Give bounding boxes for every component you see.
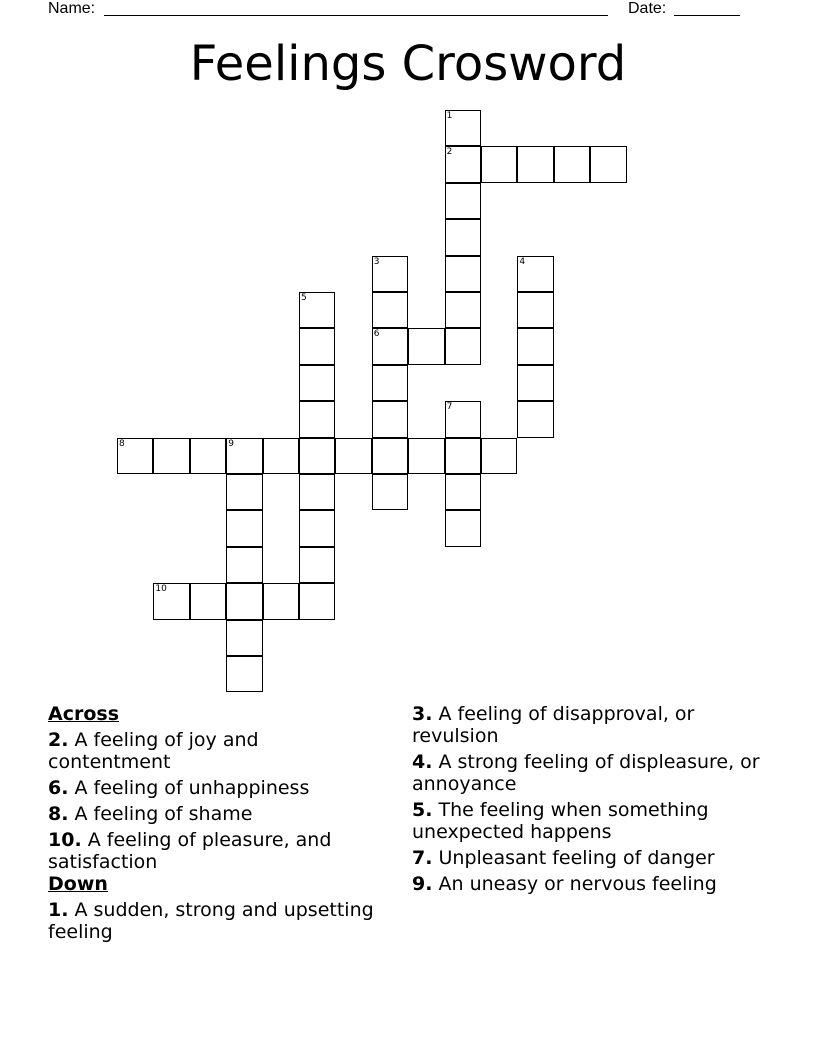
clue-across-2	[48, 729, 378, 773]
crossword-cell[interactable]	[299, 438, 335, 474]
crossword-cell[interactable]	[372, 438, 408, 474]
clue-down-7	[412, 847, 772, 869]
crossword-cell[interactable]	[153, 438, 189, 474]
clue-down-5	[412, 799, 772, 843]
name-label: Name:	[48, 0, 96, 17]
clue-down-3	[412, 703, 772, 747]
crossword-cell[interactable]	[408, 438, 444, 474]
clue-number: 8.	[48, 803, 69, 825]
clue-text: A feeling of unhappiness	[74, 777, 310, 799]
crossword-cell-5[interactable]	[299, 292, 335, 328]
crossword-cell[interactable]	[481, 146, 517, 182]
clue-text: A strong feeling of displeasure, or annoyance	[412, 751, 760, 795]
crossword-cell-8[interactable]	[117, 438, 153, 474]
cell-number: 9	[228, 438, 234, 449]
clue-text: A feeling of disapproval, or revulsion	[412, 703, 695, 747]
crossword-cell[interactable]	[299, 474, 335, 510]
clue-number: 7.	[412, 847, 433, 869]
crossword-cell[interactable]	[517, 328, 553, 364]
clue-down-9	[412, 873, 772, 895]
clue-number: 10.	[48, 829, 82, 851]
clue-down-4	[412, 751, 772, 795]
down-heading: Down	[48, 873, 108, 895]
clue-text: Unpleasant feeling of danger	[438, 847, 715, 869]
crossword-cell-9[interactable]	[226, 438, 262, 474]
cell-number: 1	[446, 111, 453, 121]
clue-number: 6.	[48, 777, 69, 799]
clue-text: An uneasy or nervous feeling	[438, 873, 717, 895]
clue-across-6	[48, 777, 378, 799]
crossword-cell[interactable]	[372, 401, 408, 437]
crossword-cell[interactable]	[226, 510, 262, 546]
crossword-cell[interactable]	[445, 256, 481, 292]
crossword-cell[interactable]	[372, 365, 408, 401]
cell-number: 4	[519, 256, 526, 267]
crossword-cell-3[interactable]	[372, 256, 408, 292]
crossword-cell[interactable]	[226, 547, 262, 583]
cell-number: 8	[119, 438, 125, 449]
cell-number: 2	[446, 147, 453, 158]
crossword-cell[interactable]	[372, 292, 408, 328]
clues-left-column	[48, 703, 378, 947]
cell-number: 6	[373, 329, 380, 340]
crossword-cell[interactable]	[445, 292, 481, 328]
clue-number: 4.	[412, 751, 433, 773]
crossword-cell[interactable]	[517, 401, 553, 437]
cell-number: 10	[155, 584, 167, 595]
cell-number: 5	[301, 293, 307, 303]
crossword-cell[interactable]	[226, 583, 262, 619]
clues-right-column	[412, 703, 772, 899]
across-heading: Across	[48, 703, 120, 725]
crossword-cell[interactable]	[226, 656, 262, 692]
crossword-cell[interactable]	[408, 328, 444, 364]
crossword-cell-7[interactable]	[445, 401, 481, 437]
crossword-cell[interactable]	[445, 510, 481, 546]
crossword-cell[interactable]	[226, 474, 262, 510]
crossword-cell[interactable]	[445, 219, 481, 255]
crossword-cell[interactable]	[226, 620, 262, 656]
clue-across-10	[48, 829, 378, 873]
crossword-cell[interactable]	[299, 401, 335, 437]
crossword-cell[interactable]	[590, 146, 626, 182]
crossword-cell[interactable]	[190, 583, 226, 619]
crossword-cell-1[interactable]	[445, 110, 481, 146]
crossword-cell[interactable]	[372, 474, 408, 510]
clue-number: 3.	[412, 703, 433, 725]
crossword-cell[interactable]	[517, 146, 553, 182]
crossword-cell-6[interactable]	[372, 328, 408, 364]
cell-number: 3	[373, 256, 380, 267]
clue-text: The feeling when something unexpected happens	[412, 799, 709, 843]
crossword-cell[interactable]	[299, 583, 335, 619]
crossword-cell[interactable]	[299, 328, 335, 364]
crossword-cell[interactable]	[445, 438, 481, 474]
clue-text: A feeling of joy and contentment	[48, 729, 259, 773]
clue-down-1	[48, 899, 378, 943]
clue-text: A feeling of shame	[74, 803, 253, 825]
clue-text: A feeling of pleasure, and satisfaction	[48, 829, 332, 873]
crossword-cell[interactable]	[263, 438, 299, 474]
clue-number: 5.	[412, 799, 433, 821]
crossword-cell[interactable]	[263, 583, 299, 619]
crossword-cell[interactable]	[481, 438, 517, 474]
clue-number: 2.	[48, 729, 69, 751]
crossword-cell[interactable]	[445, 183, 481, 219]
clue-text: A sudden, strong and upsetting feeling	[48, 899, 374, 943]
crossword-cell[interactable]	[190, 438, 226, 474]
crossword-cell[interactable]	[445, 328, 481, 364]
crossword-cell-4[interactable]	[517, 256, 553, 292]
crossword-cell[interactable]	[445, 474, 481, 510]
crossword-cell[interactable]	[299, 510, 335, 546]
crossword-cell[interactable]	[299, 365, 335, 401]
crossword-cell[interactable]	[299, 547, 335, 583]
crossword-cell[interactable]	[554, 146, 590, 182]
crossword-cell-2[interactable]	[445, 146, 481, 182]
crossword-cell[interactable]	[517, 365, 553, 401]
clue-number: 9.	[412, 873, 433, 895]
crossword-cell[interactable]	[335, 438, 371, 474]
crossword-cell[interactable]	[517, 292, 553, 328]
clue-number: 1.	[48, 899, 69, 921]
clue-across-8	[48, 803, 378, 825]
crossword-cell-10[interactable]	[153, 583, 189, 619]
date-label: Date:	[628, 0, 667, 17]
cell-number: 7	[446, 402, 453, 413]
page-title: Feelings Crosword	[189, 36, 627, 92]
